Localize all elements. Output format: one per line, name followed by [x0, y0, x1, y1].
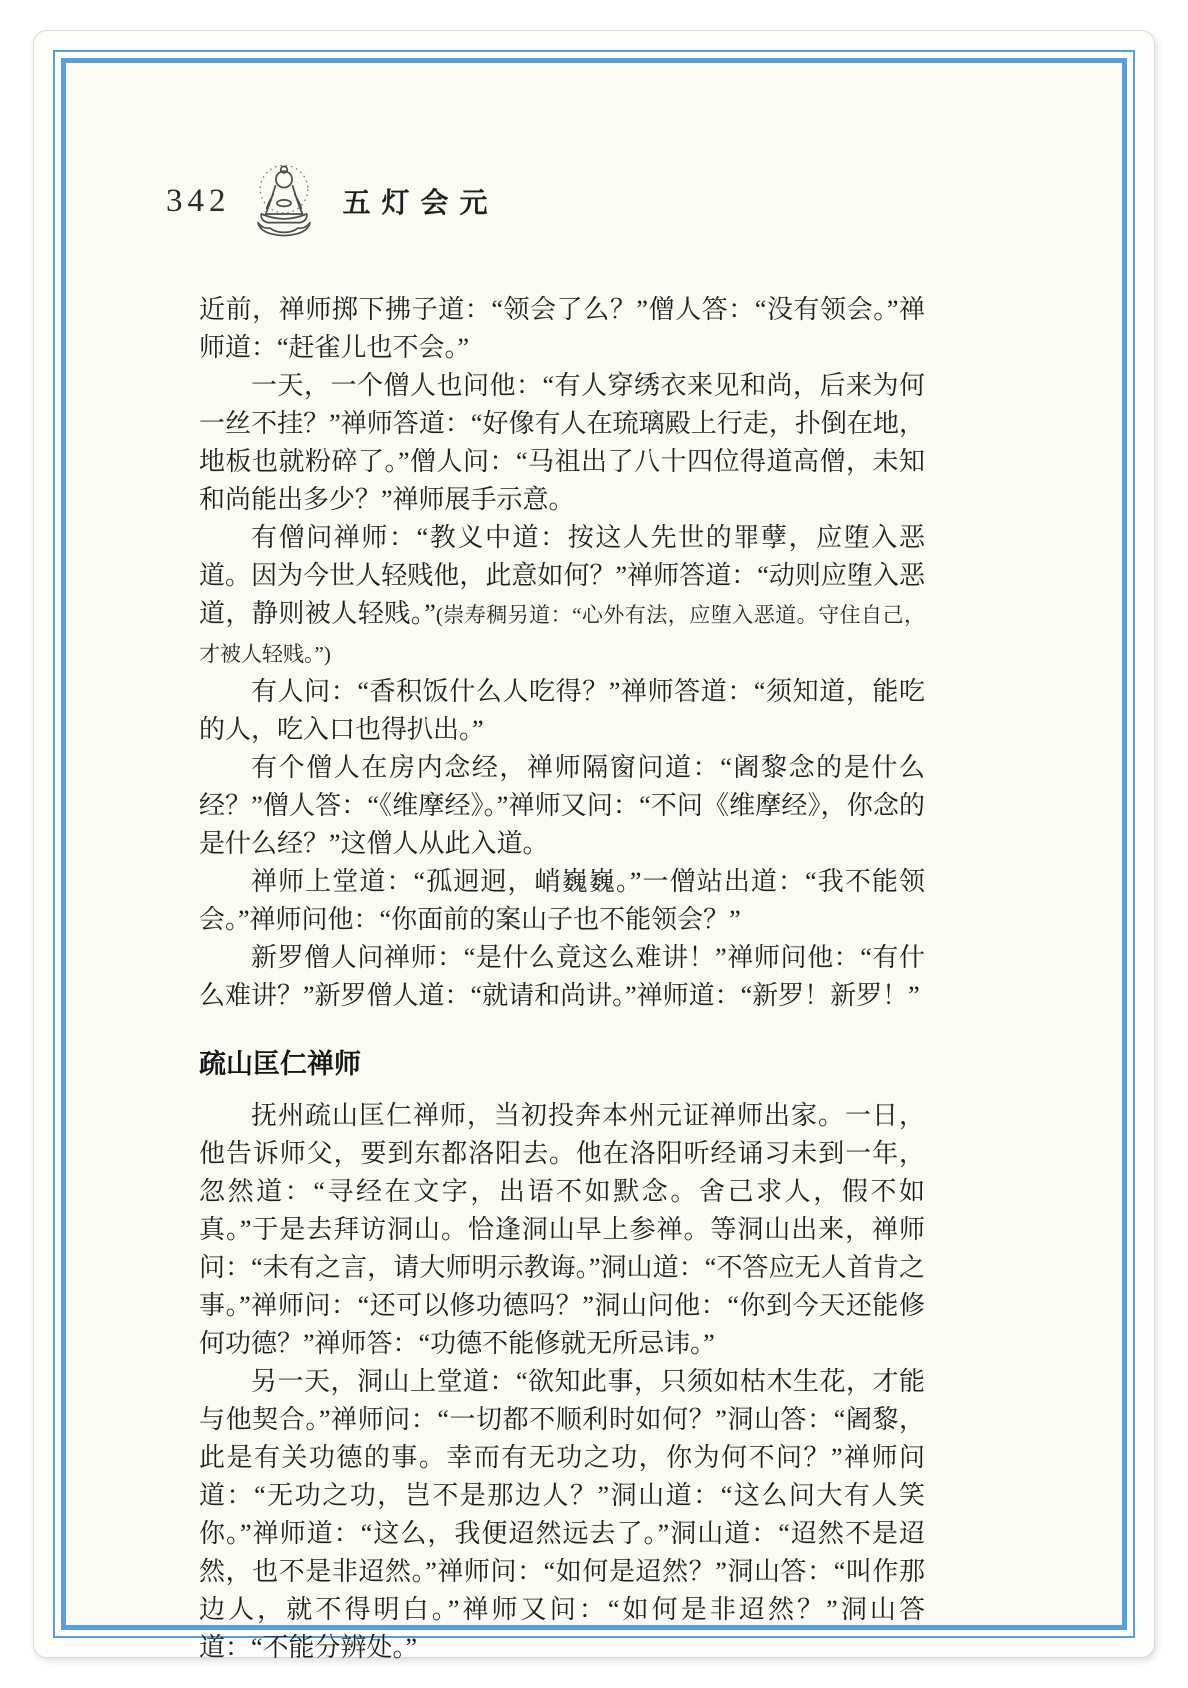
book-title: 五灯会元 — [342, 188, 499, 219]
paragraph-text: 禅师上堂道：“孤迥迥，峭巍巍。”一僧站出道：“我不能领会。”禅师问他：“你面前的案山子也不能领会？” — [199, 867, 925, 934]
text-body — [199, 291, 925, 1667]
paragraph-text: 抚州疏山匡仁禅师，当初投奔本州元证禅师出家。一日，他告诉师父，要到东都洛阳去。他在洛阳听经诵习未到一年，忽然道：“寻经在文字，出语不如默念。舍己求人，假不如真。”于是去拜访洞山。恰逢洞山早上参禅。等洞山出来，禅师问：“未有之言，请大师明示教诲。”洞山道：“不答应无人首肯之事。”禅师问：“还可以修功德吗？”洞山问他：“你到今天还能修何功德？”禅师答：“功德不能修就无所忌讳。” — [199, 1101, 925, 1358]
paragraph — [199, 1097, 925, 1363]
paragraph — [199, 673, 925, 749]
paragraph-text: 新罗僧人问禅师：“是什么竟这么难讲！”禅师问他：“有什么难讲？”新罗僧人道：“就请和尚讲。”禅师道：“新罗！新罗！” — [199, 943, 925, 1010]
paragraph — [199, 367, 925, 519]
book-page — [33, 30, 1155, 1662]
paragraph-text: 一天，一个僧人也问他：“有人穿绣衣来见和尚，后来为何一丝不挂？”禅师答道：“好像有人在琉璃殿上行走，扑倒在地，地板也就粉碎了。”僧人问：“马祖出了八十四位得道高僧，未知和尚能出多少？”禅师展手示意。 — [199, 371, 925, 514]
paragraph — [199, 1363, 925, 1667]
inline-annotation: (崇寿稠另道：“心外有法，应堕入恶道。守住自己，才被人轻贱。”) — [199, 603, 926, 666]
paragraph — [199, 749, 925, 863]
paragraph-text: 有人问：“香积饭什么人吃得？”禅师答道：“须知道，能吃的人，吃入口也得扒出。” — [199, 677, 925, 744]
paragraph-text: 有僧问禅师：“教义中道：按这人先世的罪孽，应堕入恶道。因为今世人轻贱他，此意如何？”禅师答道：“动则应堕入恶道，静则被人轻贱。” — [199, 523, 925, 628]
paragraph-text: 另一天，洞山上堂道：“欲知此事，只须如枯木生花，才能与他契合。”禅师问：“一切都不顺利时如何？”洞山答：“阇黎，此是有关功德的事。幸而有无功之功，你为何不问？”禅师问道：“无功之功，岂不是那边人？”洞山道：“这么问大有人笑你。”禅师道：“这么，我便迢然远去了。”洞山道：“迢然不是迢然，也不是非迢然。”禅师问：“如何是迢然？”洞山答：“叫作那边人，就不得明白。”禅师又问：“如何是非迢然？”洞山答道：“不能分辨处。” — [199, 1367, 925, 1662]
paragraph-text: 近前，禅师掷下拂子道：“领会了么？”僧人答：“没有领会。”禅师道：“赶雀儿也不会。” — [199, 295, 925, 362]
paragraph-text: 有个僧人在房内念经，禅师隔窗问道：“阇黎念的是什么经？”僧人答：“《维摩经》。”禅师又问：“不问《维摩经》，你念的是什么经？”这僧人从此入道。 — [199, 753, 925, 858]
paragraph — [199, 863, 925, 939]
section-heading: 疏山匡仁禅师 — [199, 1049, 361, 1079]
page-number: 342 — [166, 182, 231, 219]
paragraph — [199, 939, 925, 1015]
paragraph — [199, 519, 925, 673]
paragraph — [199, 291, 925, 367]
buddha-icon — [245, 161, 323, 241]
page-header — [166, 161, 1122, 241]
page-content — [66, 63, 1122, 1662]
outer-blue-frame — [53, 50, 1135, 1662]
inner-blue-frame — [61, 58, 1127, 1662]
